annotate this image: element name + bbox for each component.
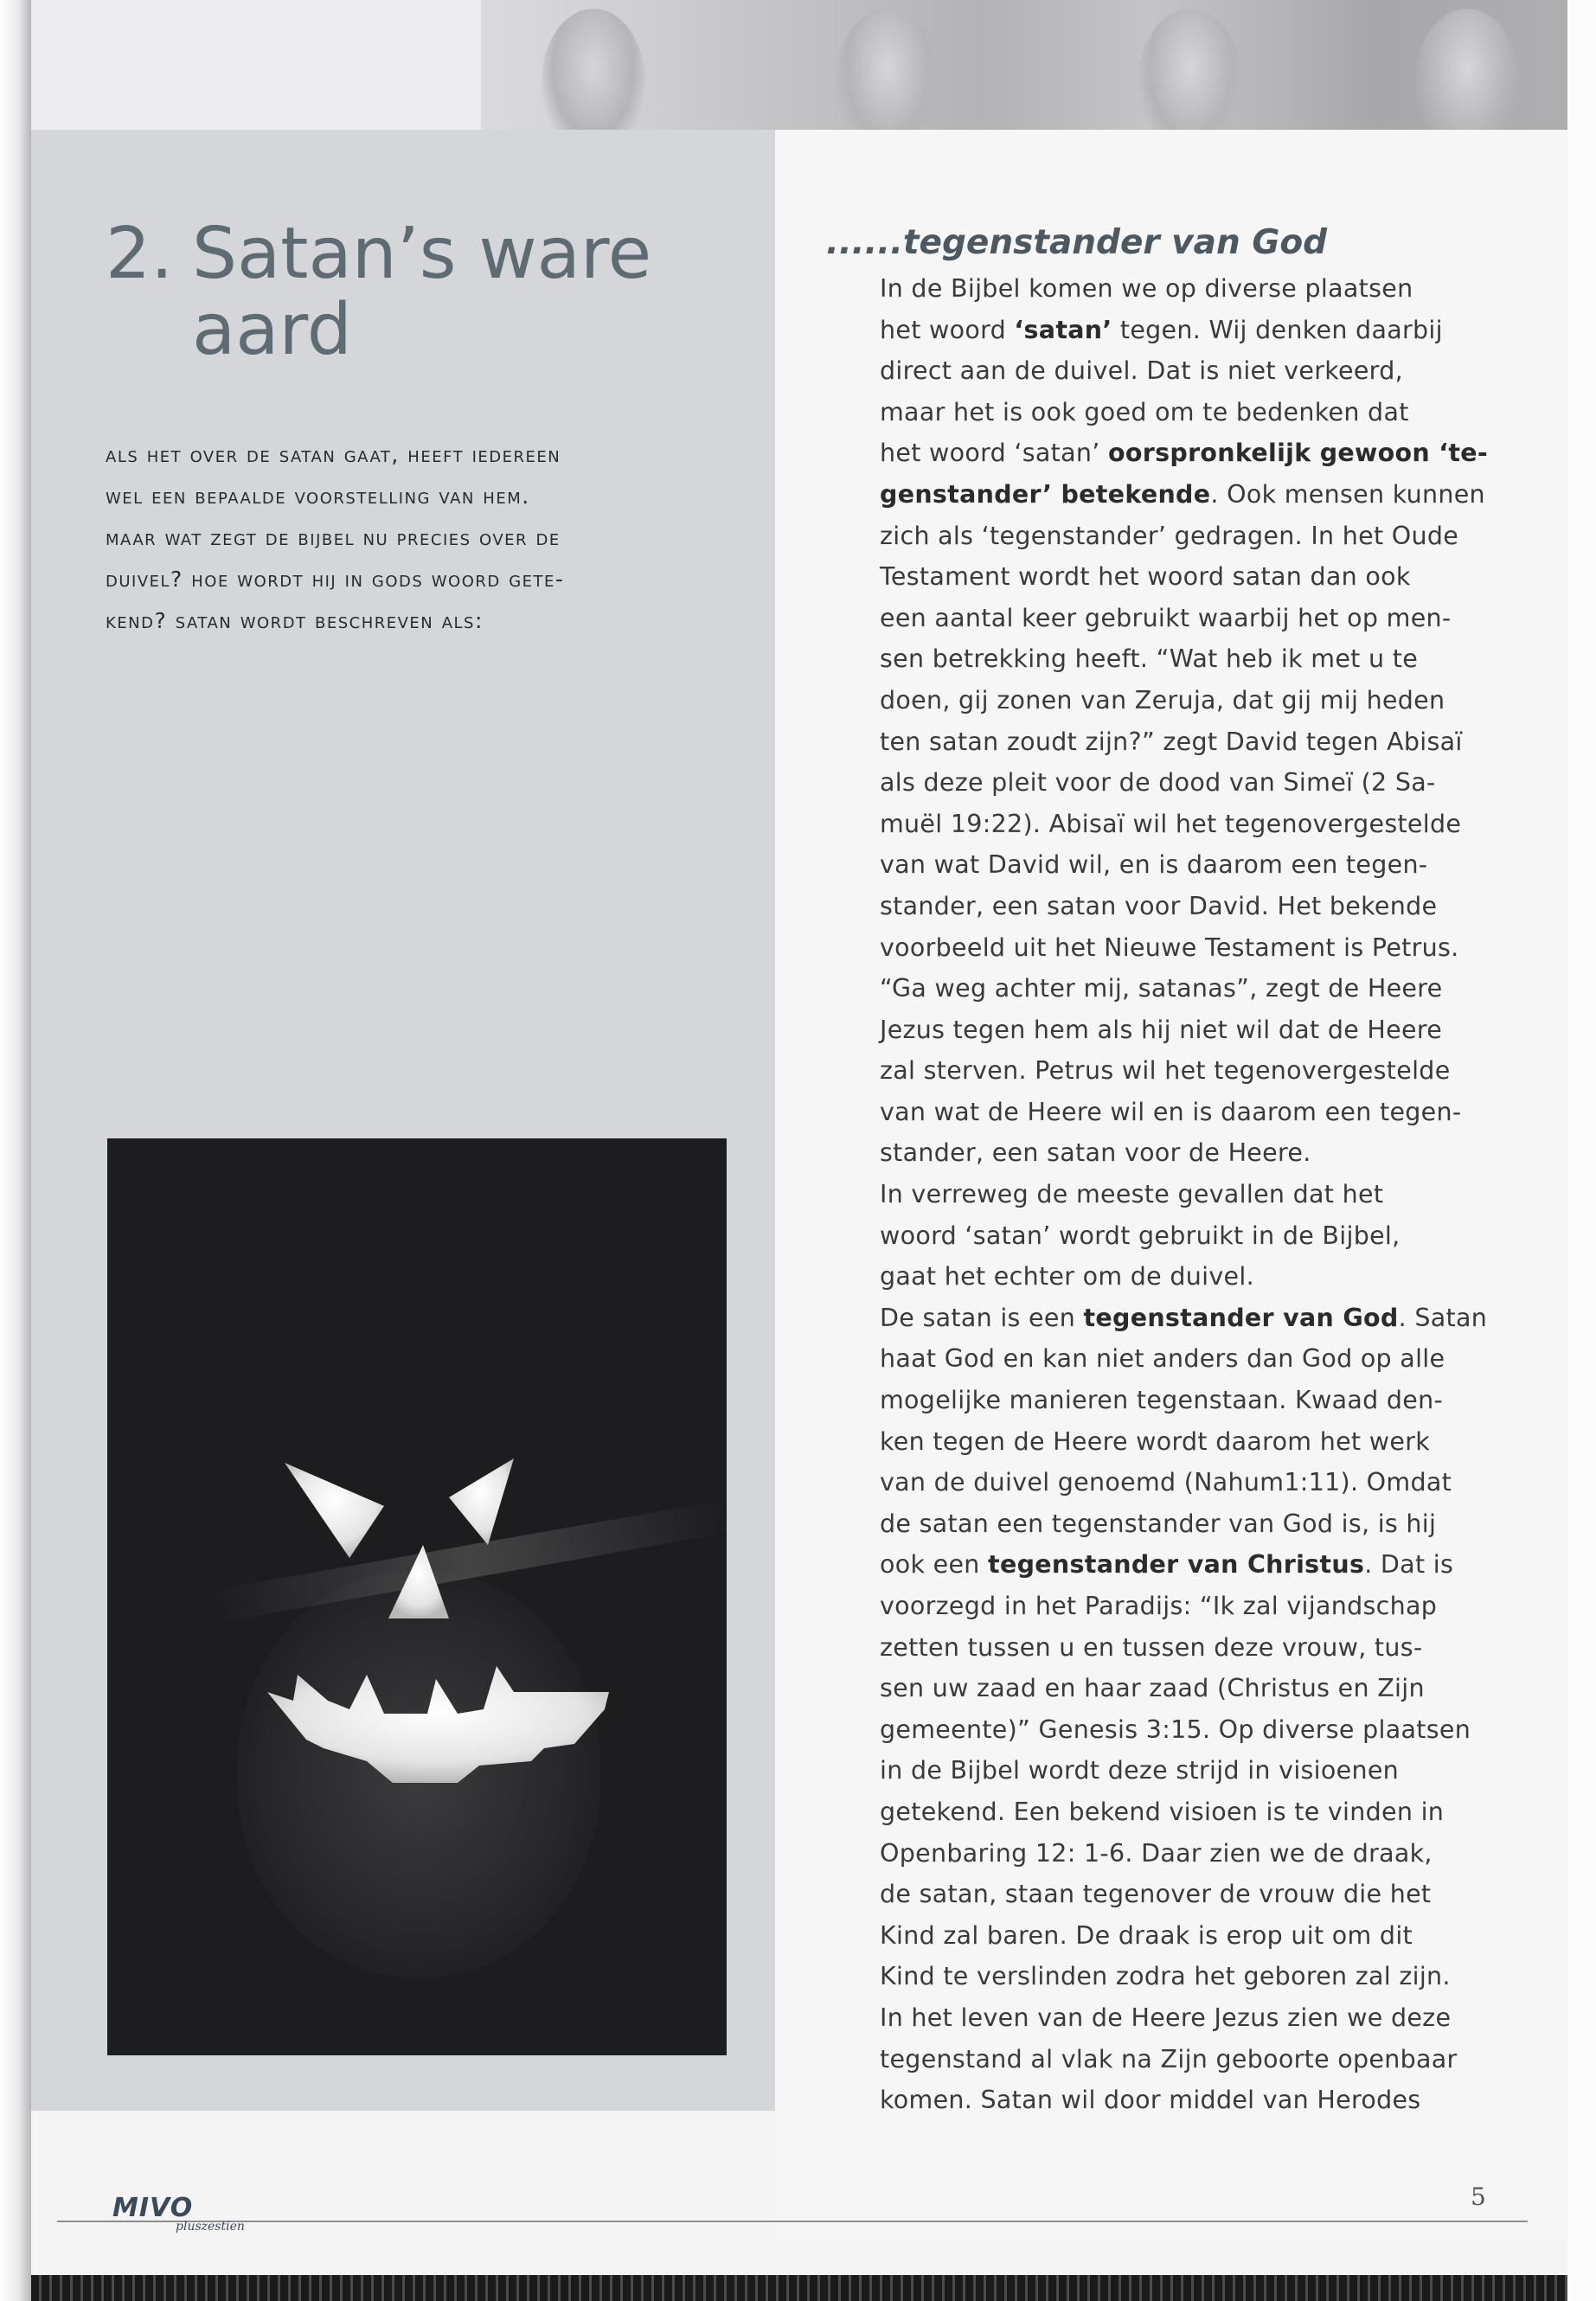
page-number: 5 [1471, 2182, 1486, 2211]
article-line [880, 1380, 1498, 1421]
bold-phrase: genstander’ betekende [880, 479, 1211, 509]
text-run: in de Bijbel wordt deze strijd in visioenen [880, 1756, 1400, 1785]
section-title [106, 213, 711, 371]
article-line [880, 2080, 1498, 2121]
bold-phrase: oorspronkelijk gewoon ‘te- [1107, 439, 1489, 468]
intro-line: als het over de satan gaat, heeft iedereen [106, 442, 561, 467]
article-line [880, 844, 1498, 886]
text-run: zetten tussen u en tussen deze vrouw, tus- [880, 1632, 1423, 1662]
article-line [880, 1997, 1498, 2039]
text-run: gemeente)” Genesis 3:15. Op diverse plaatsen [880, 1715, 1471, 1744]
article-line [880, 680, 1498, 721]
text-run: haat God en kan niet anders dan God op alle [880, 1344, 1445, 1374]
text-run: Kind te verslinden zodra het geboren zal zijn. [880, 1962, 1451, 1991]
article-line [880, 1503, 1498, 1545]
article-line [880, 927, 1498, 969]
text-run: tegenstand al vlak na Zijn geboorte openbaar [880, 2044, 1458, 2073]
text-run: maar het is ook goed om te bedenken dat [880, 397, 1409, 426]
article-heading: ......tegenstander van God [826, 223, 1328, 262]
text-run: Jezus tegen hem als hij niet wil dat de Heere [880, 1015, 1443, 1044]
article-line [880, 1586, 1498, 1627]
text-run: . Ook mensen kunnen [1210, 479, 1485, 509]
article-line [880, 556, 1498, 598]
text-run: ook een [880, 1550, 989, 1580]
article-line [880, 1421, 1498, 1463]
article-line [880, 2039, 1498, 2080]
pumpkin-photo [107, 1138, 727, 2055]
text-run: muël 19:22). Abisaï wil het tegenovergestelde [880, 809, 1462, 838]
text-run: zal sterven. Petrus wil het tegenovergestelde [880, 1056, 1451, 1086]
text-run: zich als ‘tegenstander’ gedragen. In het Oude [880, 521, 1459, 550]
article-line [880, 268, 1498, 310]
article-line [880, 392, 1498, 433]
text-run: Kind zal baren. De draak is erop uit om dit [880, 1920, 1413, 1950]
text-run: “Ga weg achter mij, satanas”, zegt de Heere [880, 974, 1443, 1003]
text-run: sen betrekking heeft. “Wat heb ik met u te [880, 644, 1419, 674]
article-line [880, 968, 1498, 1009]
article-line [880, 1462, 1498, 1503]
text-run: direct aan de duivel. Dat is niet verkeerd, [880, 356, 1403, 386]
article-line [880, 1298, 1498, 1339]
article-line [880, 1544, 1498, 1586]
carved-pumpkin-face-icon [107, 1138, 727, 2055]
article-line [880, 638, 1498, 680]
text-run: getekend. Een bekend visioen is te vinden in [880, 1797, 1445, 1826]
text-run: De satan is een [880, 1303, 1084, 1332]
bold-phrase: tegenstander van Christus [988, 1550, 1365, 1580]
article-line [880, 474, 1498, 516]
intro-line: kend? satan wordt beschreven als: [106, 608, 484, 633]
article-line [880, 1050, 1498, 1092]
footer-logo-subtitle: pluszestien [176, 2220, 245, 2234]
section-title-line1: Satan’s ware [192, 213, 652, 295]
text-run: stander, een satan voor David. Het bekende [880, 891, 1438, 920]
text-run: van de duivel genoemd (Nahum1:11). Omdat [880, 1468, 1452, 1497]
intro-paragraph [106, 434, 728, 642]
text-run: van wat David wil, en is daarom een tegen- [880, 850, 1428, 880]
text-run: gaat het echter om de duivel. [880, 1262, 1254, 1292]
footer-logo: MIVO [112, 2193, 194, 2223]
article-line [880, 721, 1498, 763]
text-run: sen uw zaad en haar zaad (Christus en Zijn [880, 1674, 1425, 1703]
text-run: Openbaring 12: 1-6. Daar zien we de draak, [880, 1838, 1433, 1868]
text-run: ken tegen de Heere wordt daarom het werk [880, 1426, 1431, 1456]
article-line [880, 1174, 1498, 1215]
article-line [880, 1092, 1498, 1133]
article-line [880, 1627, 1498, 1669]
text-run: komen. Satan wil door middel van Herodes [880, 2086, 1421, 2115]
page-binding-edge [0, 0, 31, 2301]
text-run: Testament wordt het woord satan dan ook [880, 562, 1411, 592]
text-run: stander, een satan voor de Heere. [880, 1138, 1311, 1168]
article-line [880, 1709, 1498, 1751]
article-line [880, 804, 1498, 845]
article-line [880, 1956, 1498, 1997]
section-number: 2. [106, 213, 174, 295]
text-run: In de Bijbel komen we op diverse plaatsen [880, 274, 1413, 303]
right-page-margin [1567, 0, 1596, 2301]
text-run: de satan een tegenstander van God is, is hij [880, 1509, 1437, 1538]
text-run: het woord ‘satan’ [880, 439, 1108, 468]
article-line [880, 1874, 1498, 1915]
bottom-scan-edge [31, 2275, 1567, 2301]
text-run: doen, gij zonen van Zeruja, dat gij mij heden [880, 685, 1445, 715]
article-line [880, 886, 1498, 927]
article-line [880, 1132, 1498, 1174]
article-line [880, 310, 1498, 351]
text-run: ten satan zoudt zijn?” zegt David tegen Abisaï [880, 727, 1463, 756]
article-line [880, 1668, 1498, 1709]
article-line [880, 762, 1498, 804]
article-line [880, 1256, 1498, 1298]
text-run: het woord [880, 315, 1015, 344]
text-run: als deze pleit voor de dood van Simeï (2 Sa- [880, 768, 1436, 798]
text-run: mogelijke manieren tegenstaan. Kwaad den- [880, 1386, 1444, 1415]
article-line [880, 1833, 1498, 1875]
article-line [880, 1750, 1498, 1791]
intro-line: duivel? hoe wordt hij in gods woord gete- [106, 567, 565, 592]
article-body [880, 268, 1498, 2121]
article-line [880, 516, 1498, 557]
article-line [880, 1338, 1498, 1380]
article-line [880, 1009, 1498, 1051]
article-line [880, 598, 1498, 639]
text-run: tegen. Wij denken daarbij [1112, 315, 1443, 344]
article-line [880, 350, 1498, 392]
pumpkin-right-eye [449, 1458, 514, 1545]
text-run: . Satan [1398, 1303, 1488, 1332]
bold-phrase: tegenstander van God [1083, 1303, 1399, 1332]
article-line [880, 433, 1498, 474]
bold-phrase: ‘satan’ [1014, 315, 1112, 344]
article-line [880, 1791, 1498, 1833]
top-photo-strip [31, 0, 1567, 130]
text-run: een aantal keer gebruikt waarbij het op men- [880, 603, 1452, 632]
text-run: de satan, staan tegenover de vrouw die het [880, 1880, 1432, 1909]
pumpkin-left-eye [285, 1463, 384, 1558]
text-run: voorbeeld uit het Nieuwe Testament is Petrus. [880, 933, 1459, 962]
intro-line: wel een bepaalde voorstelling van hem. [106, 484, 530, 509]
text-run: In het leven van de Heere Jezus zien we deze [880, 2003, 1452, 2032]
text-run: woord ‘satan’ wordt gebruikt in de Bijbel, [880, 1221, 1401, 1250]
section-title-line2: aard [192, 289, 352, 371]
article-line [880, 1215, 1498, 1257]
text-run: voorzegd in het Paradijs: “Ik zal vijandschap [880, 1592, 1438, 1620]
text-run: van wat de Heere wil en is daarom een tegen- [880, 1097, 1462, 1126]
text-run: In verreweg de meeste gevallen dat het [880, 1180, 1384, 1209]
intro-line: maar wat zegt de bijbel nu precies over de [106, 525, 561, 550]
text-run: . Dat is [1364, 1550, 1454, 1580]
article-line [880, 1915, 1498, 1957]
pumpkin-mouth [267, 1666, 609, 1783]
pumpkin-nose [388, 1545, 449, 1618]
footer-rule [57, 2221, 1528, 2222]
